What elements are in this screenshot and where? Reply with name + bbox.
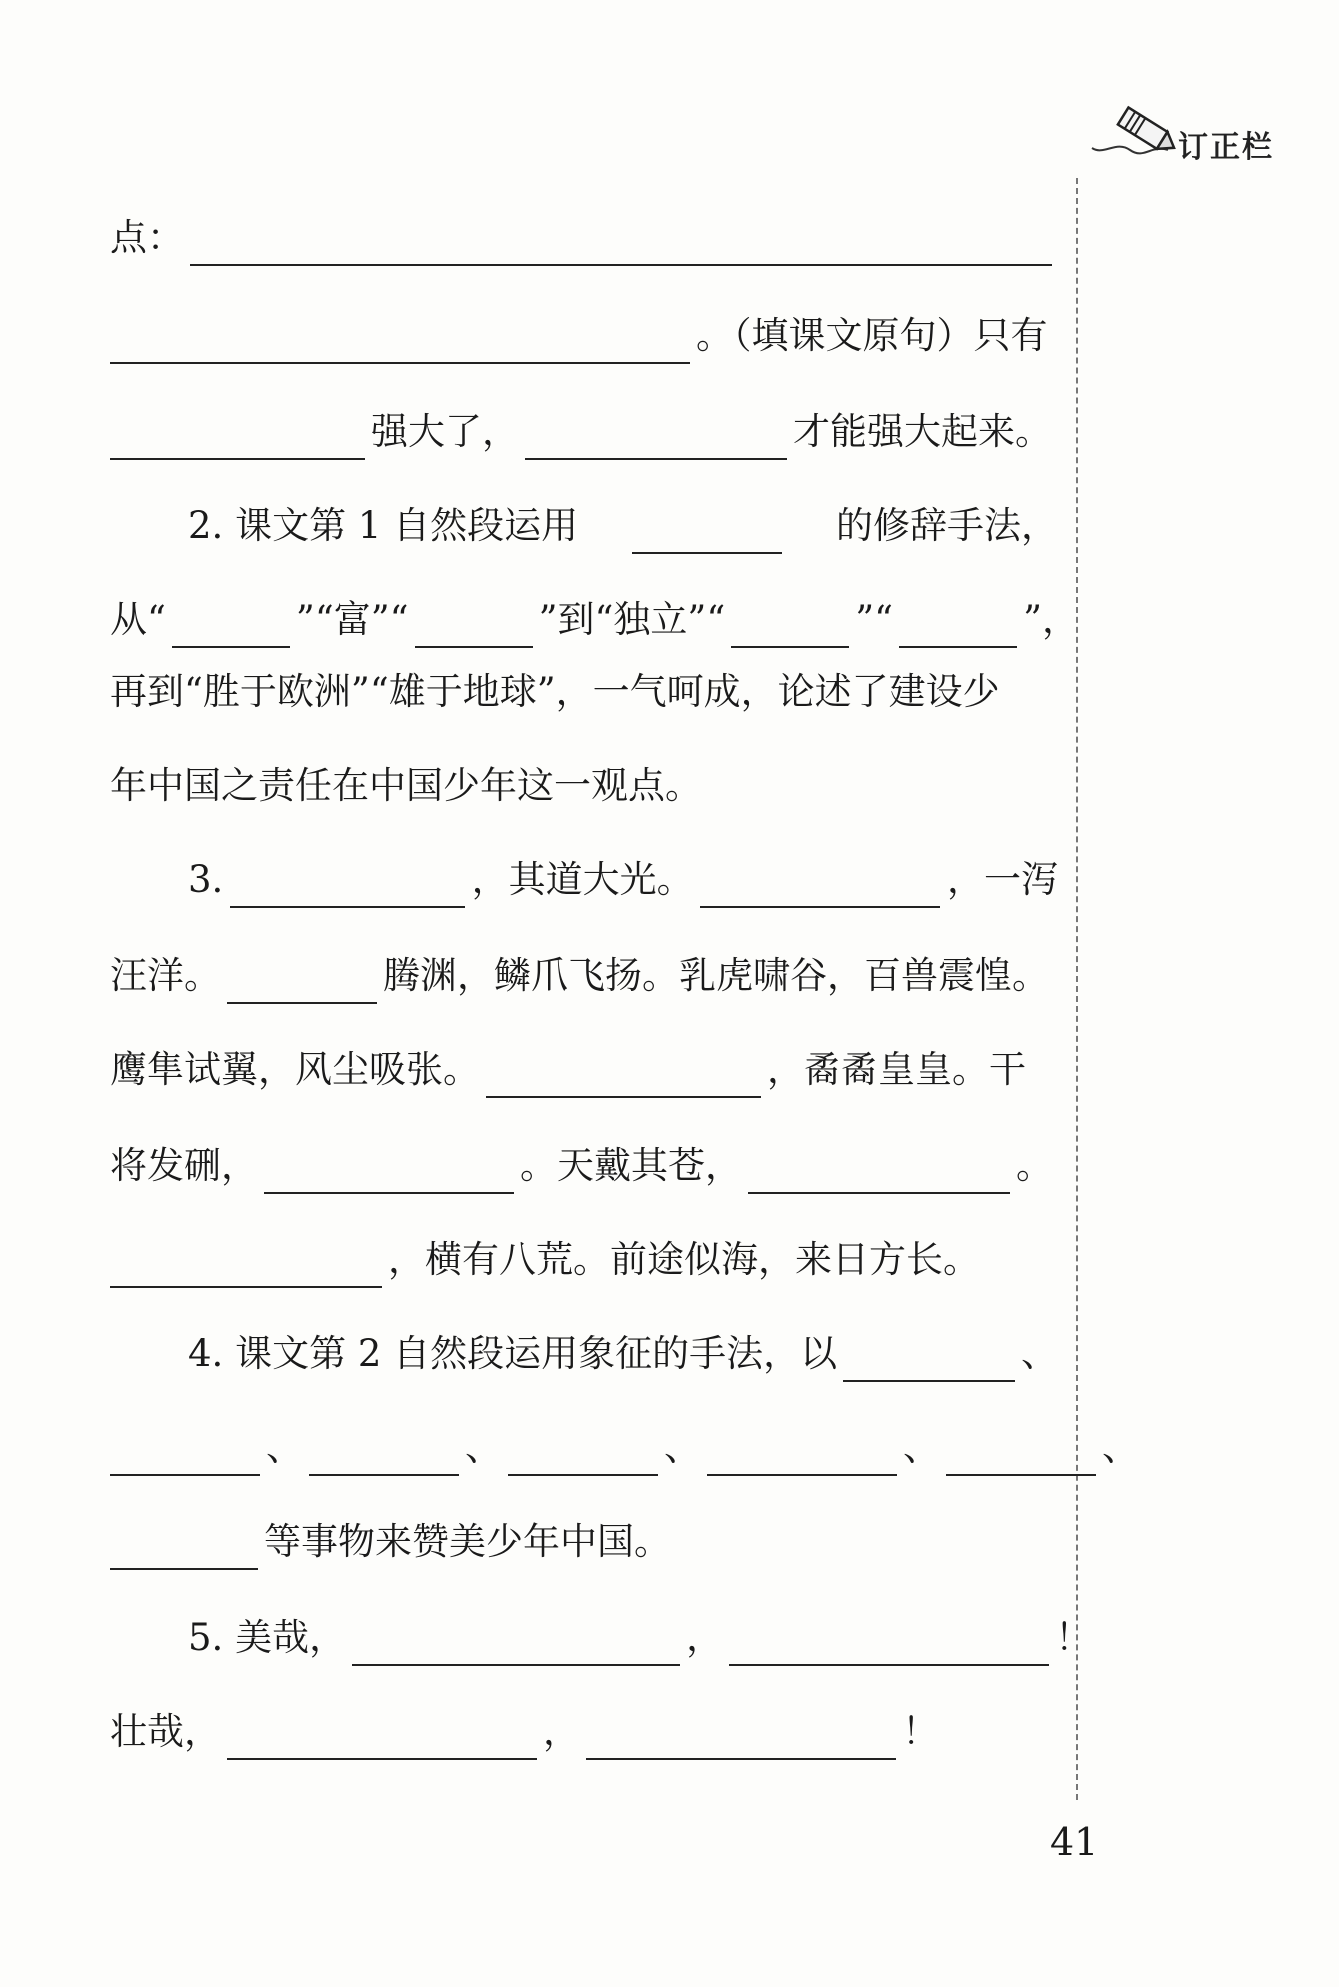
line-text: ， (686, 1616, 724, 1659)
line-text: ”到“独立”“ (538, 598, 726, 641)
fill-blank[interactable] (110, 1242, 382, 1288)
question-5-line (110, 1610, 1093, 1666)
line-text: ，横有八荒。前途似海，来日方长。 (388, 1238, 980, 1281)
line-text: ， (543, 1710, 580, 1753)
fill-blank[interactable] (309, 1430, 459, 1476)
line-text: 。（填课文原句）只有 (696, 314, 1048, 357)
text-line (110, 948, 1058, 1004)
line-text: 、 (1102, 1426, 1139, 1469)
question-2-line (110, 498, 1058, 554)
line-text: 再到“胜于欧洲”“雄于地球”，一气呵成，论述了建设少 (110, 670, 1000, 713)
text-line (110, 664, 1058, 720)
fill-blank[interactable] (729, 1620, 1049, 1666)
text-line (110, 210, 1058, 266)
line-text: 的修辞手法， (835, 504, 1058, 547)
line-text: ”“ (855, 598, 894, 641)
line-text: 、 (266, 1426, 303, 1469)
line-text: 才能强大起来。 (793, 410, 1052, 453)
question-3-line (110, 852, 1058, 908)
line-text: 3. (188, 858, 224, 901)
line-text: 年中国之责任在中国少年这一观点。 (110, 764, 702, 807)
correction-column-title: 订正栏 (1178, 130, 1274, 165)
fill-blank[interactable] (110, 1430, 260, 1476)
fill-blank[interactable] (946, 1430, 1096, 1476)
line-text: 、 (903, 1426, 940, 1469)
fill-blank[interactable] (632, 508, 782, 554)
text-line (110, 308, 1058, 364)
fill-blank[interactable] (843, 1336, 1015, 1382)
fill-blank[interactable] (415, 602, 533, 648)
line-text: 鹰隼试翼，风尘吸张。 (110, 1048, 480, 1091)
fill-blank[interactable] (110, 414, 365, 460)
fill-blank[interactable] (110, 1524, 258, 1570)
pencil-icon (1090, 100, 1180, 170)
line-text: 腾渊，鳞爪飞扬。乳虎啸谷，百兽震惶。 (383, 954, 1049, 997)
line-text: ，其道大光。 (471, 858, 694, 901)
text-line (110, 1232, 1058, 1288)
fill-blank[interactable] (264, 1148, 514, 1194)
line-text: 点： (110, 216, 184, 259)
line-text: 5. 美哉， (188, 1616, 347, 1659)
text-line (110, 1042, 1058, 1098)
line-text: ”“富”“ (295, 598, 409, 641)
line-text: 、 (664, 1426, 701, 1469)
fill-blank[interactable] (352, 1620, 680, 1666)
fill-blank[interactable] (227, 1714, 537, 1760)
text-line (110, 404, 1058, 460)
fill-blank[interactable] (172, 602, 290, 648)
question-4-line (110, 1326, 1058, 1382)
line-text: 。天戴其苍， (520, 1144, 742, 1187)
line-text: 等事物来赞美少年中国。 (264, 1520, 671, 1563)
text-line (110, 592, 1080, 648)
line-text: 。 (1016, 1144, 1053, 1187)
line-text: 壮哉， (110, 1710, 221, 1753)
page-number: 41 (1050, 1820, 1099, 1864)
line-text: 4. 课文第 2 自然段运用象征的手法，以 (188, 1332, 838, 1375)
fill-blank[interactable] (230, 862, 465, 908)
fill-blank[interactable] (227, 958, 377, 1004)
fill-blank[interactable] (586, 1714, 896, 1760)
fill-blank[interactable] (508, 1430, 658, 1476)
line-text: 从“ (110, 598, 166, 641)
fill-blank[interactable] (486, 1052, 761, 1098)
fill-blank[interactable] (525, 414, 787, 460)
text-line (110, 758, 1058, 814)
fill-blank[interactable] (110, 318, 690, 364)
text-line (110, 1514, 1058, 1570)
text-line (110, 1420, 1139, 1476)
text-line (110, 1704, 1058, 1760)
fill-blank[interactable] (899, 602, 1017, 648)
line-text: ”， (1023, 598, 1080, 641)
line-text: ！ (902, 1710, 939, 1753)
text-line (110, 1138, 1058, 1194)
correction-column-header (1090, 100, 1320, 170)
line-text: ，一泻 (947, 858, 1058, 901)
fill-blank[interactable] (731, 602, 849, 648)
line-text: 强大了， (371, 410, 519, 453)
fill-blank[interactable] (700, 862, 940, 908)
correction-column-divider (1076, 178, 1078, 1800)
line-text: 2. 课文第 1 自然段运用 (188, 504, 579, 547)
line-text: 、 (465, 1426, 502, 1469)
line-text: ，矞矞皇皇。干 (767, 1048, 1026, 1091)
fill-blank[interactable] (748, 1148, 1010, 1194)
line-text: 、 (1021, 1332, 1058, 1375)
line-text: 汪洋。 (110, 954, 221, 997)
line-text: 将发硎， (110, 1144, 258, 1187)
fill-blank[interactable] (190, 220, 1052, 266)
line-text: ！ (1055, 1616, 1093, 1659)
fill-blank[interactable] (707, 1430, 897, 1476)
